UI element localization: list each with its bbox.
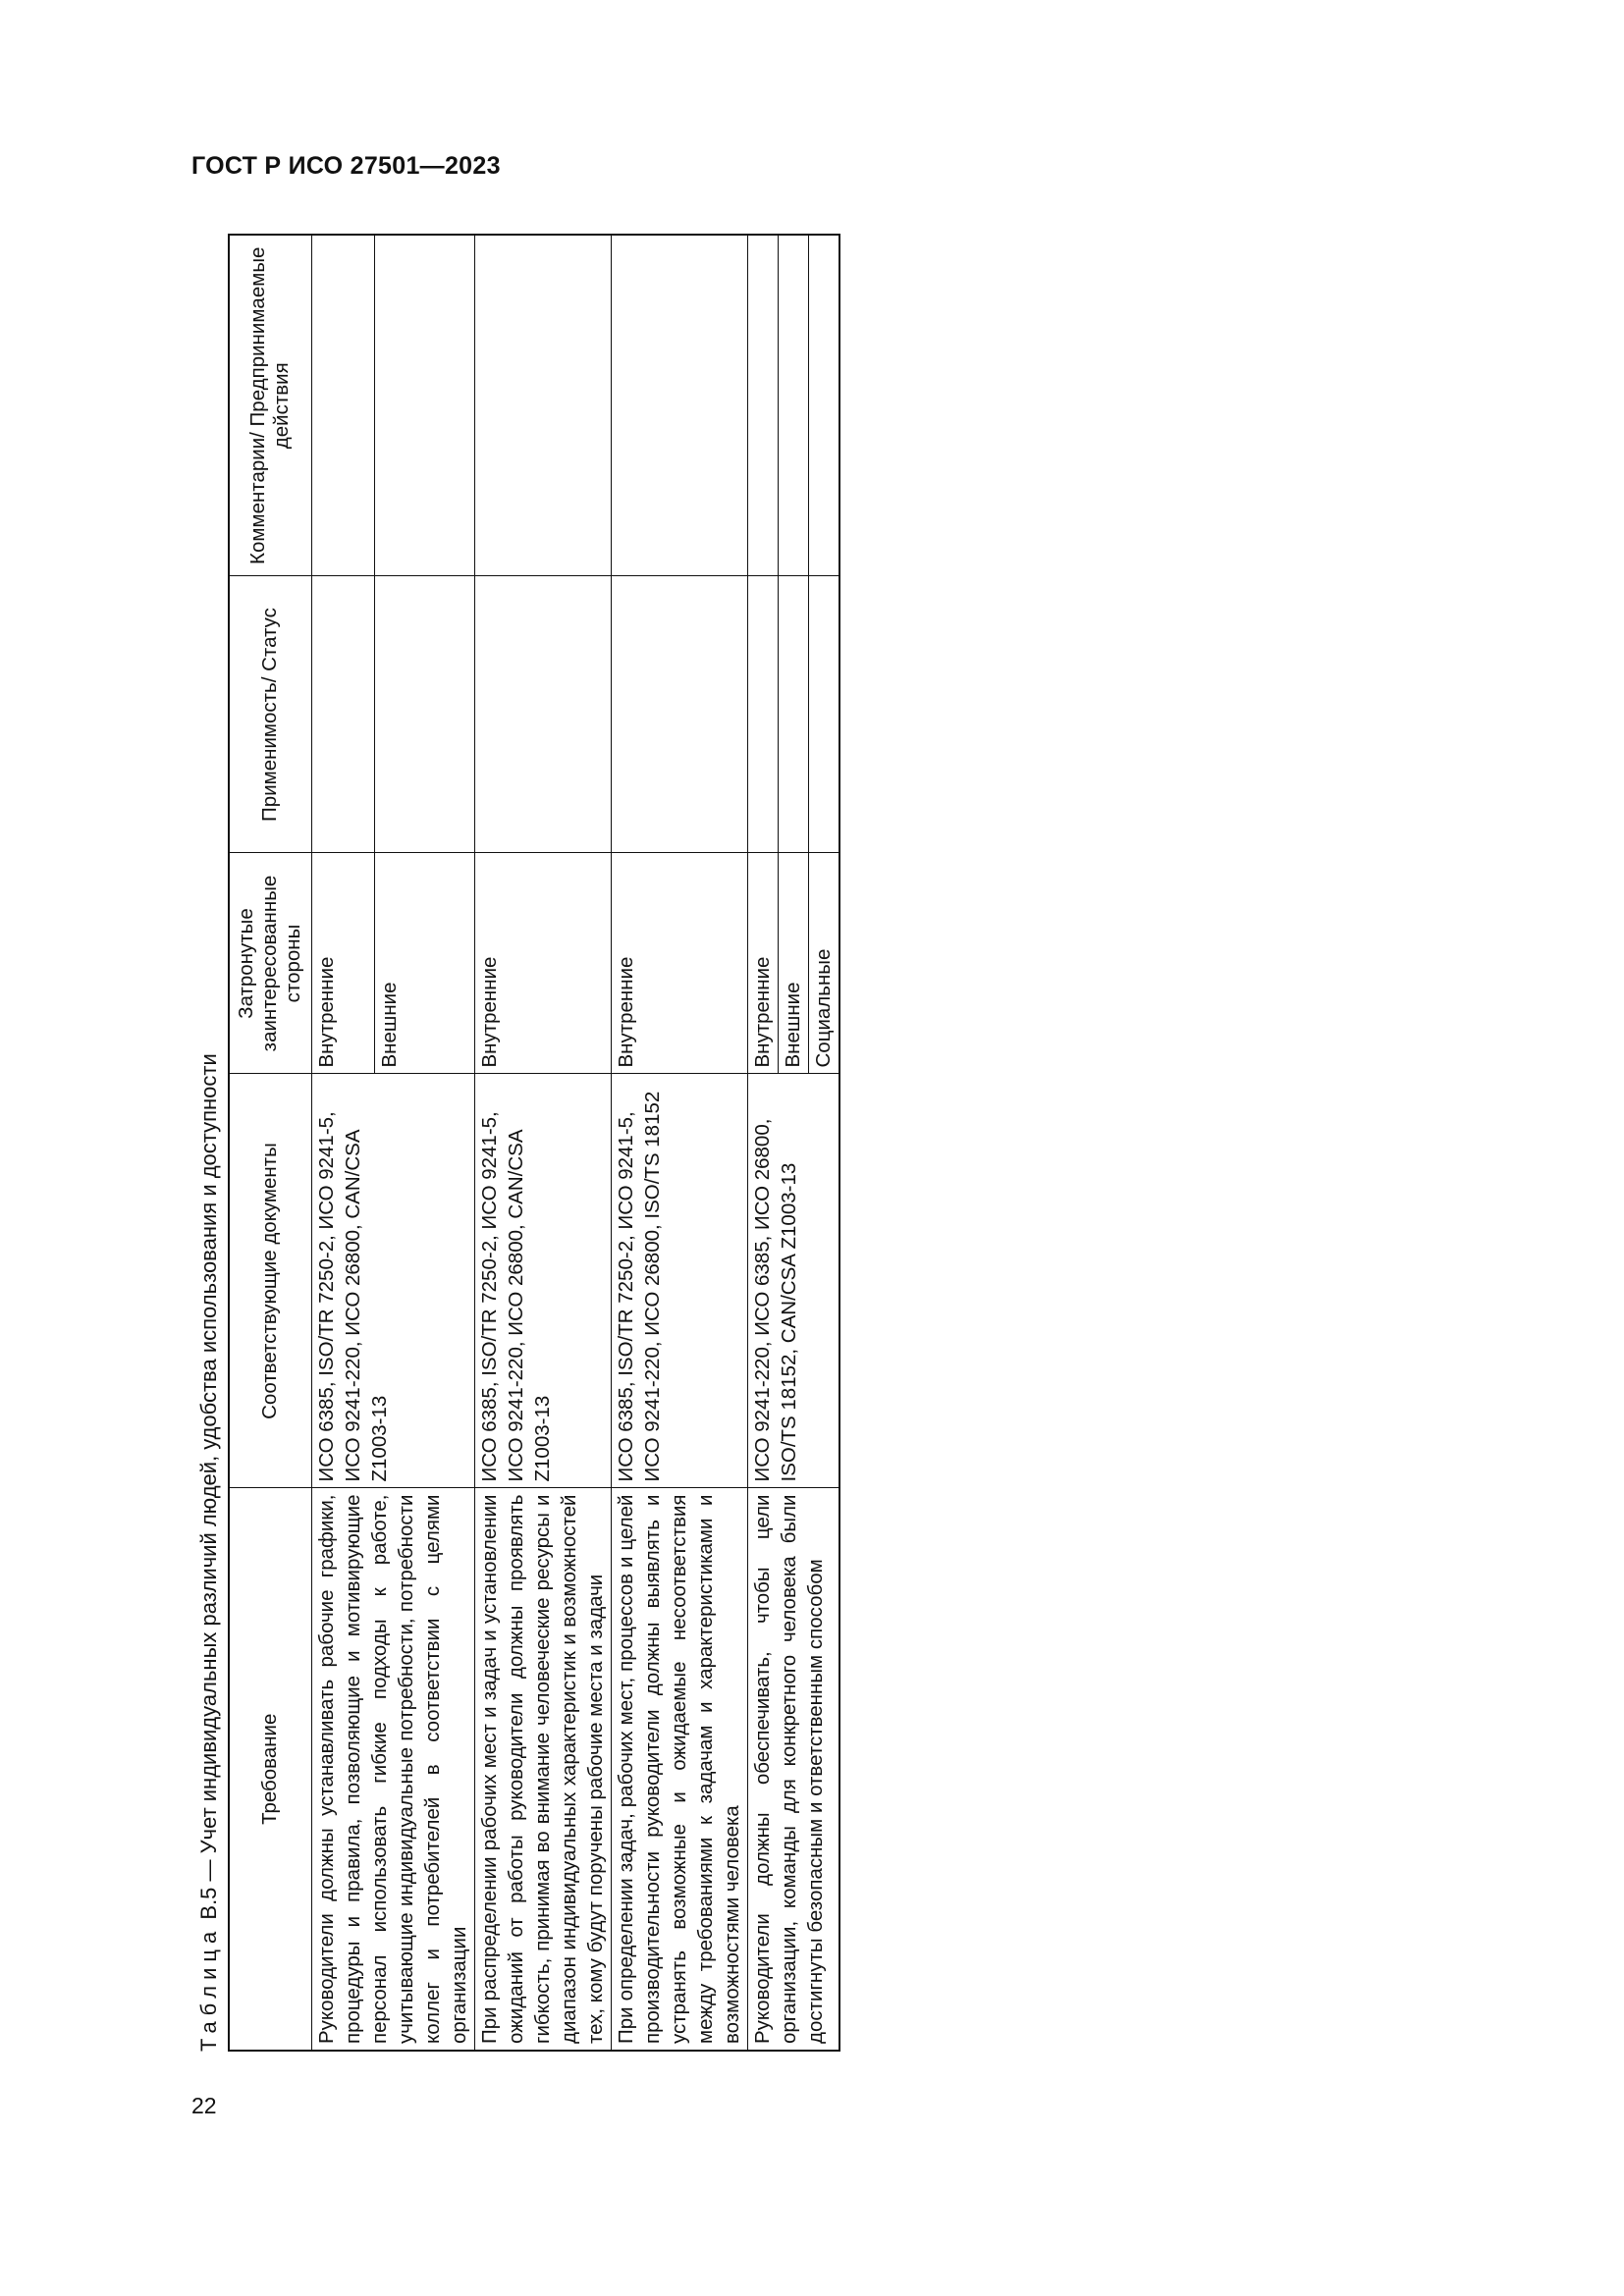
table-row xyxy=(748,235,779,2051)
comments-cell xyxy=(375,235,475,576)
table-caption-text: В.5 — Учет индивидуальных различий людей, удобства использования и доступности xyxy=(196,1053,221,1920)
requirement-cell: Руководители должны устанавливать рабочие графики, процедуры и правила, позволяющие и мотивирующие персонал использовать гибкие подходы к работе, учитывающие индивидуальные потребности, потребности коллег и потребителей в соответствии с целями организации xyxy=(312,1488,475,2051)
applicability-cell xyxy=(779,576,809,853)
stakeholder-cell: Внутренние xyxy=(475,853,612,1074)
rotated-table-block xyxy=(196,236,884,2052)
comments-cell xyxy=(779,235,809,576)
table-caption-prefix: Таблица xyxy=(196,1925,221,2052)
stakeholder-cell: Внутренние xyxy=(748,853,779,1074)
table-header-row xyxy=(229,235,312,2051)
table-row xyxy=(612,235,748,2051)
stakeholder-cell: Внутренние xyxy=(312,853,375,1074)
column-header-applicability: Применимость/ Статус xyxy=(229,576,312,853)
requirement-cell: При определении задач, рабочих мест, процессов и целей производительности руководители должны выявлять и устранять возможные и ожидаемые несоответствия между требованиями к задачам и характеристиками и возможностями человека xyxy=(612,1488,748,2051)
requirement-cell: При распределении рабочих мест и задач и установлении ожиданий от работы руководители должны проявлять гибкость, принимая во внимание человеческие ресурсы и диапазон индивидуальных характеристик и возможностей тех, кому будут поручены рабочие места и задачи xyxy=(475,1488,612,2051)
table-caption xyxy=(196,236,222,2052)
documents-cell: ИСО 6385, ISO/TR 7250-2, ИСО 9241-5, ИСО 9241-220, ИСО 26800, CAN/CSA Z1003-13 xyxy=(475,1074,612,1488)
column-header-comments: Комментарии/ Предпринимаемые действия xyxy=(229,235,312,576)
documents-cell: ИСО 6385, ISO/TR 7250-2, ИСО 9241-5, ИСО 9241-220, ИСО 26800, ISO/TS 18152 xyxy=(612,1074,748,1488)
requirements-table xyxy=(228,234,840,2052)
stakeholder-cell: Внешние xyxy=(779,853,809,1074)
stakeholder-cell: Внешние xyxy=(375,853,475,1074)
applicability-cell xyxy=(475,576,612,853)
applicability-cell xyxy=(809,576,840,853)
requirement-cell: Руководители должны обеспечивать, чтобы цели организации, команды для конкретного человека были достигнуты безопасным и ответственным способом xyxy=(748,1488,840,2051)
table-row xyxy=(312,235,375,2051)
applicability-cell xyxy=(612,576,748,853)
documents-cell: ИСО 9241-220, ИСО 6385, ИСО 26800, ISO/TS 18152, CAN/CSA Z1003-13 xyxy=(748,1074,840,1488)
comments-cell xyxy=(748,235,779,576)
applicability-cell xyxy=(748,576,779,853)
column-header-stakeholders: Затронутые заинтересованные стороны xyxy=(229,853,312,1074)
applicability-cell xyxy=(312,576,375,853)
stakeholder-cell: Внутренние xyxy=(612,853,748,1074)
applicability-cell xyxy=(375,576,475,853)
table-row xyxy=(475,235,612,2051)
column-header-documents: Соответствующие документы xyxy=(229,1074,312,1488)
comments-cell xyxy=(475,235,612,576)
document-header: ГОСТ Р ИСО 27501—2023 xyxy=(191,152,501,180)
documents-cell: ИСО 6385, ISO/TR 7250-2, ИСО 9241-5, ИСО 9241-220, ИСО 26800, CAN/CSA Z1003-13 xyxy=(312,1074,475,1488)
comments-cell xyxy=(809,235,840,576)
comments-cell xyxy=(312,235,375,576)
column-header-requirement: Требование xyxy=(229,1488,312,2051)
comments-cell xyxy=(612,235,748,576)
page-number: 22 xyxy=(191,2093,217,2118)
stakeholder-cell: Социальные xyxy=(809,853,840,1074)
